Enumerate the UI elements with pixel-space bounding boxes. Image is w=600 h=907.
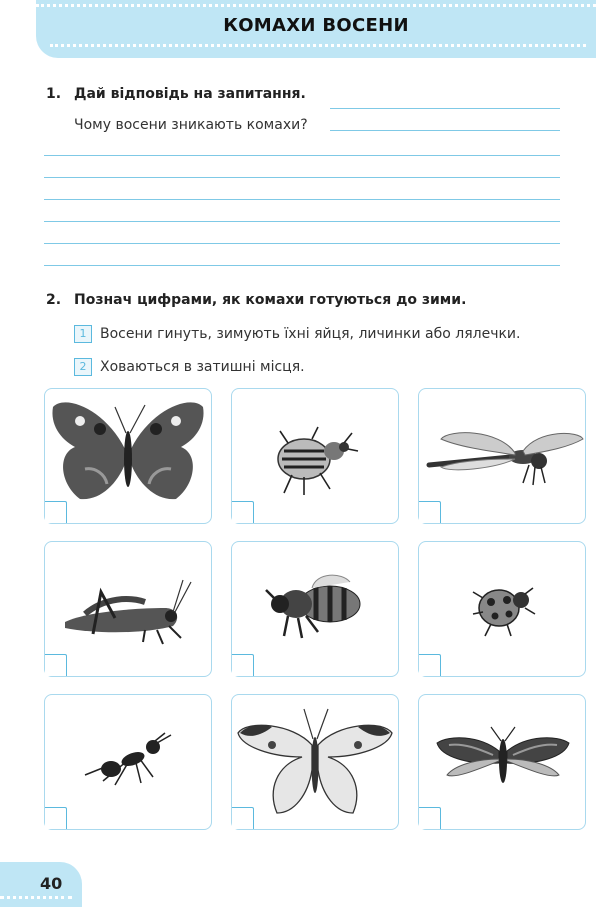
task1-number: 1. xyxy=(46,86,62,102)
insect-card-cabbage-butterfly xyxy=(231,694,399,830)
answer-line[interactable] xyxy=(44,243,560,244)
answer-line[interactable] xyxy=(44,177,560,178)
task2-number: 2. xyxy=(46,292,62,308)
insect-card-butterfly xyxy=(44,388,212,524)
answer-checkbox[interactable] xyxy=(419,654,441,676)
insect-card-moth xyxy=(418,694,586,830)
answer-checkbox[interactable] xyxy=(419,501,441,523)
page-title: КОМАХИ ВОСЕНИ xyxy=(223,15,409,36)
answer-checkbox[interactable] xyxy=(232,654,254,676)
butterfly-urticaria-icon xyxy=(45,389,211,523)
task1-question: Чому восени зникають комахи? xyxy=(74,117,308,133)
option-2 xyxy=(74,358,305,376)
insect-card-dragonfly xyxy=(418,388,586,524)
bee-icon xyxy=(232,542,398,676)
grasshopper-icon xyxy=(45,542,211,676)
answer-checkbox[interactable] xyxy=(232,501,254,523)
answer-checkbox[interactable] xyxy=(45,501,67,523)
page-number: 40 xyxy=(40,874,63,893)
answer-line[interactable] xyxy=(44,199,560,200)
insect-card-ladybug xyxy=(418,541,586,677)
cabbage-butterfly-icon xyxy=(232,695,398,829)
answer-line[interactable] xyxy=(44,155,560,156)
answer-checkbox[interactable] xyxy=(45,807,67,829)
answer-line[interactable] xyxy=(44,221,560,222)
answer-line[interactable] xyxy=(330,130,560,131)
option-1 xyxy=(74,325,520,343)
answer-checkbox[interactable] xyxy=(232,807,254,829)
option-badge: 1 xyxy=(74,325,92,343)
insect-card-bee xyxy=(231,541,399,677)
answer-checkbox[interactable] xyxy=(419,807,441,829)
insect-card-grasshopper xyxy=(44,541,212,677)
answer-line[interactable] xyxy=(330,108,560,109)
insect-card-ant xyxy=(44,694,212,830)
task1-title: Дай відповідь на запитання. xyxy=(74,86,306,102)
header-banner xyxy=(36,0,596,58)
answer-checkbox[interactable] xyxy=(45,654,67,676)
option-text: Восени гинуть, зимують їхні яйця, личинки або лялечки. xyxy=(100,326,521,342)
ant-icon xyxy=(45,695,211,829)
insect-card-beetle xyxy=(231,388,399,524)
option-badge: 2 xyxy=(74,358,92,376)
task2-title: Познач цифрами, як комахи готуються до зими. xyxy=(74,292,467,308)
moth-icon xyxy=(419,695,585,829)
header-dots xyxy=(36,4,596,7)
colorado-beetle-icon xyxy=(232,389,398,523)
ladybug-icon xyxy=(419,542,585,676)
dragonfly-icon xyxy=(419,389,585,523)
answer-line[interactable] xyxy=(44,265,560,266)
option-text: Ховаються в затишні місця. xyxy=(100,359,305,375)
